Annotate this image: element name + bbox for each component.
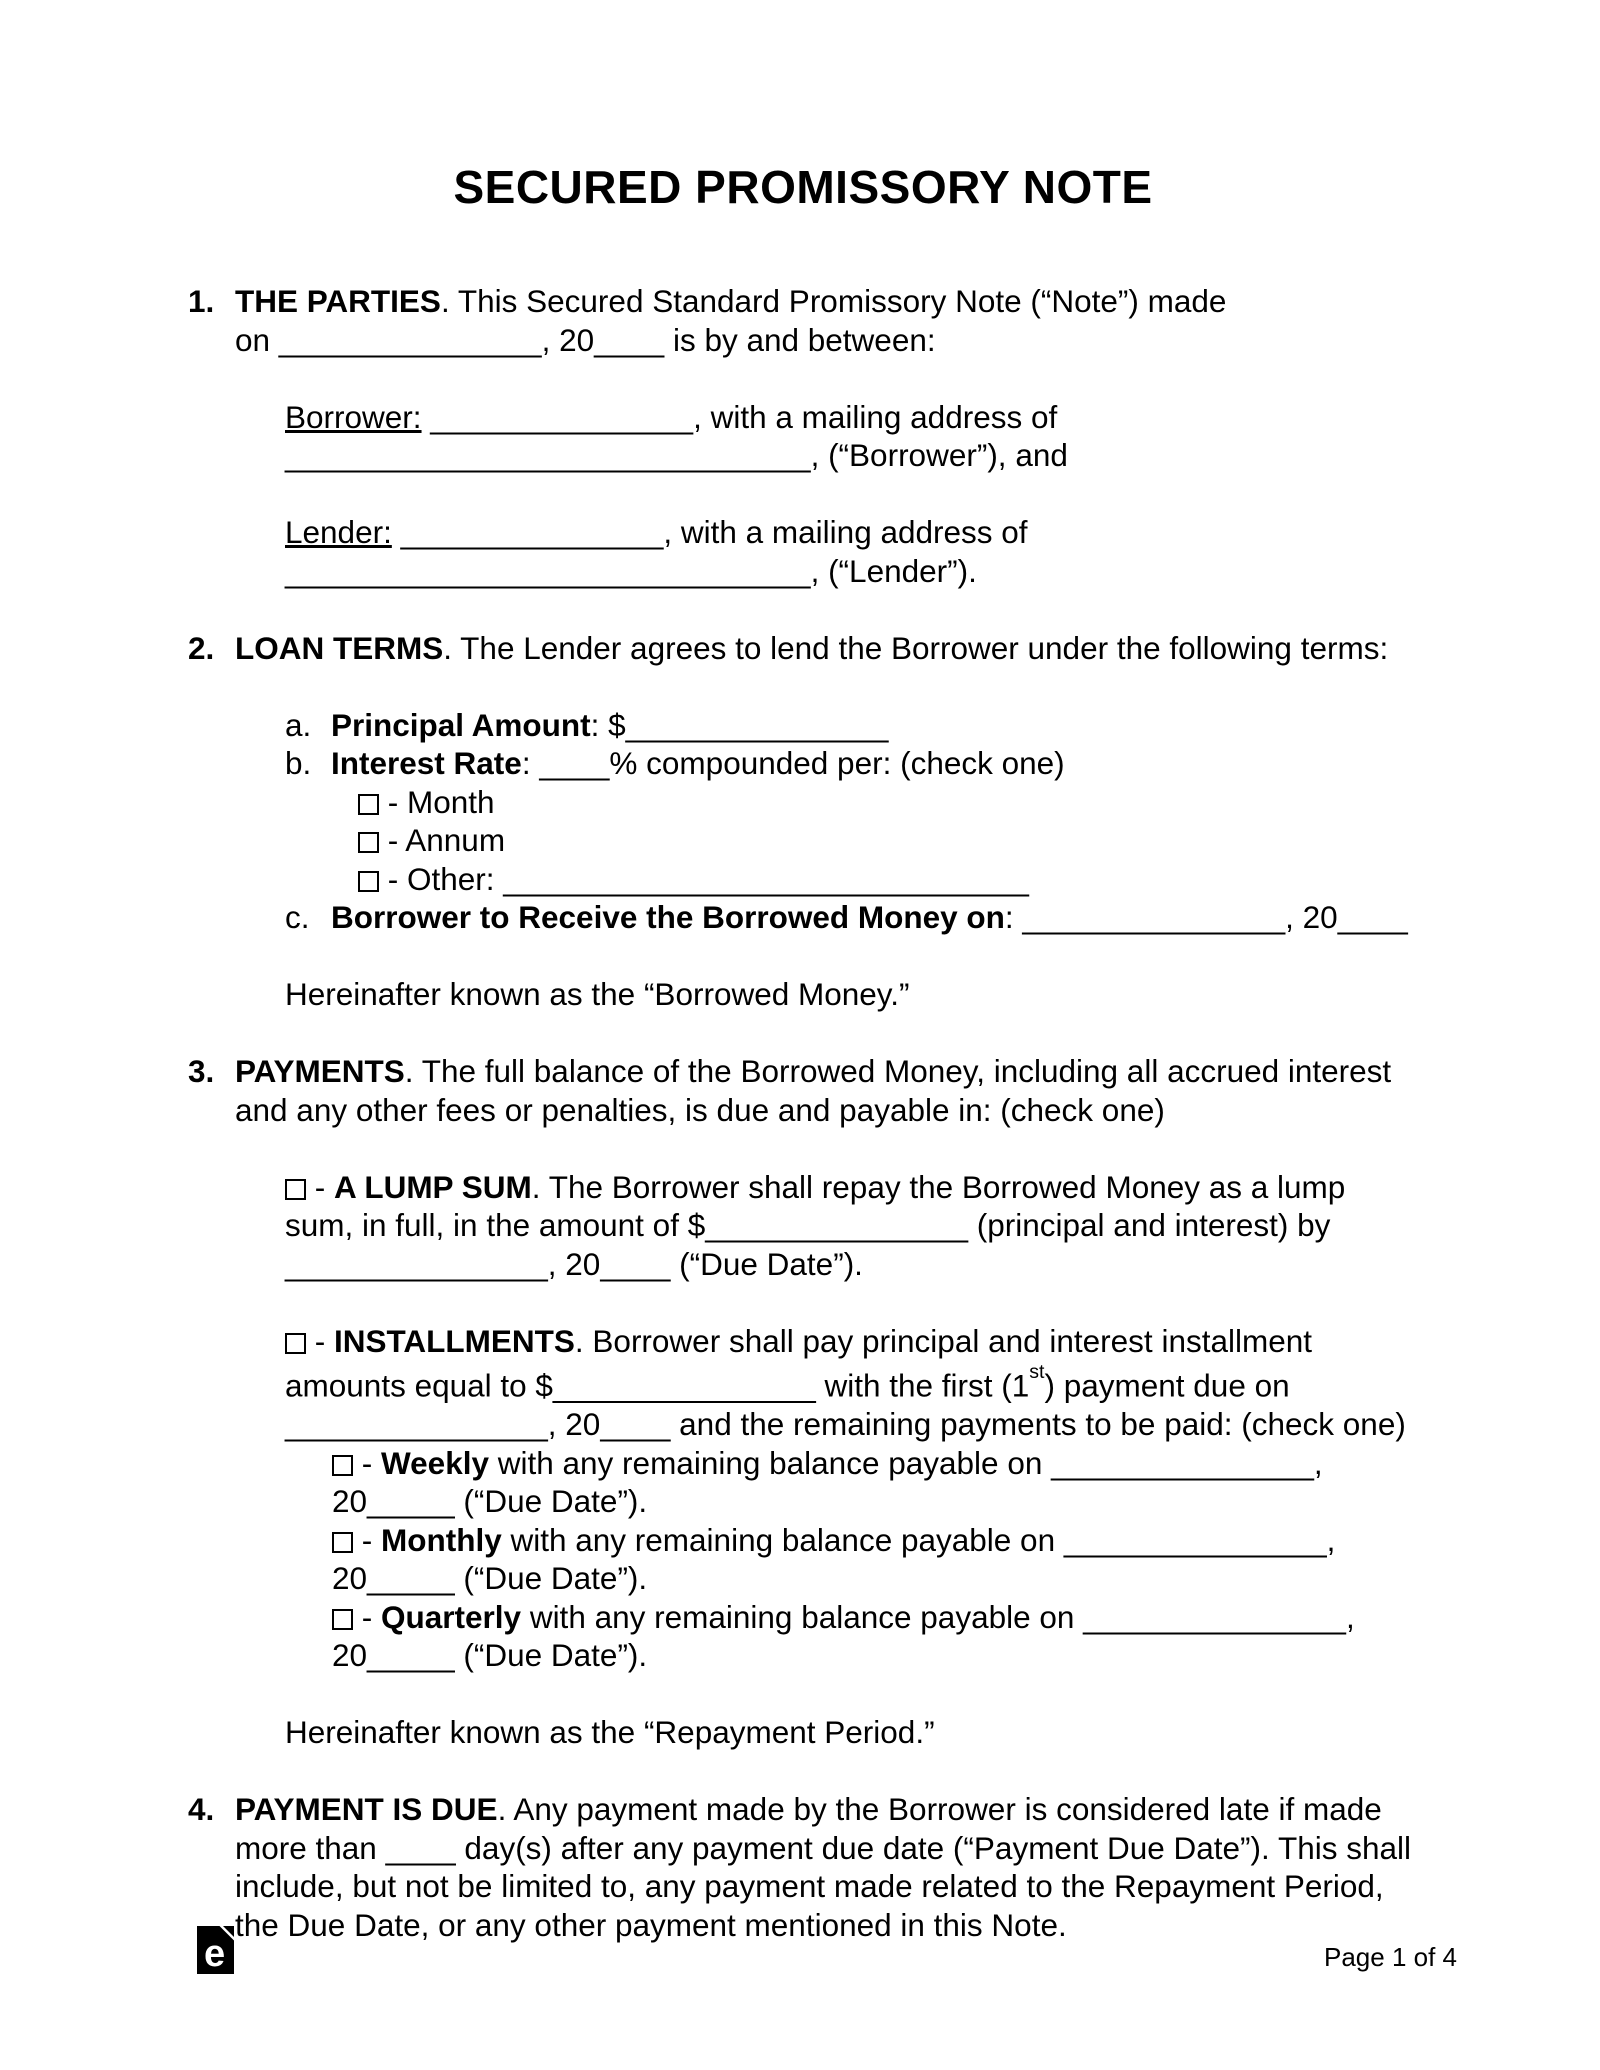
receive-money-line	[331, 898, 1418, 937]
receive-money-label: Borrower to Receive the Borrowed Money on	[331, 899, 1005, 935]
installments-line-2	[285, 1360, 1418, 1405]
option-other-label: - Other: ______________________________	[379, 860, 1029, 897]
installments-line-1-text: . Borrower shall pay principal and interest installment	[574, 1322, 1313, 1359]
quarterly-label: Quarterly	[381, 1598, 522, 1635]
checkbox-other[interactable]	[358, 871, 379, 892]
principal-amount-label: Principal Amount	[331, 706, 591, 743]
monthly-line-1	[332, 1521, 1418, 1560]
checkbox-monthly[interactable]	[332, 1532, 353, 1553]
lump-sum-dash: -	[306, 1168, 334, 1205]
interest-rate-line	[331, 744, 1418, 783]
checkbox-installments[interactable]	[285, 1333, 306, 1354]
lump-sum-line-3: _______________, 20____ (“Due Date”).	[285, 1245, 863, 1282]
parties-line-1	[235, 282, 1418, 321]
installments-label: INSTALLMENTS	[334, 1322, 575, 1359]
spacer	[235, 475, 1418, 514]
section-loan-terms	[188, 629, 1418, 1014]
lump-sum-label: A LUMP SUM	[334, 1168, 532, 1205]
eforms-logo-icon	[197, 1926, 234, 1974]
quarterly-line-2: 20_____ (“Due Date”).	[332, 1637, 648, 1673]
quarterly-option	[332, 1598, 1418, 1675]
weekly-option	[332, 1444, 1418, 1521]
monthly-option	[332, 1521, 1418, 1598]
monthly-dash: -	[353, 1521, 381, 1558]
document-content	[188, 160, 1418, 1944]
list-letter-b: b.	[285, 745, 312, 781]
section-3-heading: PAYMENTS	[235, 1053, 405, 1089]
interest-rate-label: Interest Rate	[331, 745, 522, 781]
borrower-address-blank: ______________________________, (“Borrower”), and	[285, 437, 1068, 473]
installments-line-3: _______________, 20____ and the remaining payments to be paid: (check one)	[285, 1406, 1406, 1442]
installments-line-1	[285, 1322, 1418, 1361]
lump-sum-line-1	[285, 1168, 1418, 1207]
weekly-line-1-text: with any remaining balance payable on _______________,	[489, 1444, 1323, 1481]
section-3-number: 3.	[188, 1053, 215, 1089]
payment-due-line-1-text: . Any payment made by the Borrower is considered late if made	[497, 1791, 1382, 1827]
installments-line-2-text: amounts equal to $_______________ with the first (1	[285, 1367, 1030, 1404]
payment-due-line-2: more than ____ day(s) after any payment due date (“Payment Due Date”). This shall	[235, 1829, 1412, 1866]
checkbox-month[interactable]	[358, 794, 379, 815]
lump-sum-paragraph	[285, 1168, 1418, 1284]
payment-due-line-1	[235, 1790, 1418, 1829]
payment-due-line-4: the Due Date, or any other payment mentioned in this Note.	[235, 1906, 1067, 1943]
installments-line-2-end: ) payment due on	[1044, 1367, 1290, 1404]
list-letter-a: a.	[285, 706, 312, 743]
list-letter-c: c.	[285, 899, 310, 935]
ordinal-superscript: st	[1029, 1360, 1045, 1383]
option-other	[358, 860, 1418, 899]
logo-letter: e	[204, 1933, 226, 1974]
monthly-line-2: 20_____ (“Due Date”).	[332, 1560, 648, 1596]
spacer	[235, 937, 1418, 976]
parties-line-1-text: . This Secured Standard Promissory Note (“Note”) made	[440, 283, 1227, 319]
weekly-line-2: 20_____ (“Due Date”).	[332, 1483, 648, 1519]
borrower-name-blank: _______________, with a mailing address of	[421, 398, 1058, 435]
lender-name-blank: _______________, with a mailing address of	[391, 514, 1028, 550]
quarterly-dash: -	[353, 1598, 381, 1635]
payment-due-line-3: include, but not be limited to, any payment made related to the Repayment Period,	[235, 1868, 1384, 1904]
lender-paragraph	[285, 513, 1418, 590]
payments-line-2: and any other fees or penalties, is due and payable in: (check one)	[235, 1091, 1165, 1128]
lender-line-1	[285, 513, 1418, 552]
spacer	[235, 1675, 1418, 1714]
section-payment-is-due	[188, 1790, 1418, 1944]
section-2-number: 2.	[188, 629, 215, 666]
borrower-paragraph	[285, 398, 1418, 475]
loan-terms-line-1-text: . The Lender agrees to lend the Borrower under the following terms:	[443, 629, 1389, 666]
quarterly-line-1	[332, 1598, 1418, 1637]
repayment-period-note: Hereinafter known as the “Repayment Period.”	[285, 1714, 935, 1750]
payments-line-1	[235, 1052, 1418, 1091]
spacer	[235, 667, 1418, 706]
list-item-b	[285, 744, 1418, 898]
lender-label: Lender:	[285, 514, 392, 550]
checkbox-lump-sum[interactable]	[285, 1179, 306, 1200]
document-title: SECURED PROMISSORY NOTE	[453, 161, 1153, 213]
option-annum-label: - Annum	[379, 822, 506, 858]
interest-rate-blank: : ____% compounded per: (check one)	[521, 745, 1065, 781]
principal-amount-line	[331, 706, 1418, 745]
spacer	[188, 1752, 1418, 1791]
checkbox-annum[interactable]	[358, 832, 379, 853]
receive-money-blank: : _______________, 20____	[1004, 899, 1408, 935]
option-annum	[358, 821, 1418, 860]
installments-paragraph	[285, 1322, 1418, 1444]
checkbox-quarterly[interactable]	[332, 1609, 353, 1630]
parties-line-2: on _______________, 20____ is by and between:	[235, 321, 936, 358]
quarterly-line-1-text: with any remaining balance payable on _______________,	[521, 1598, 1355, 1635]
list-item-c	[285, 898, 1418, 937]
lump-sum-line-2: sum, in full, in the amount of $_______________ (principal and interest) by	[285, 1207, 1331, 1243]
section-1-number: 1.	[188, 283, 215, 319]
loan-terms-line-1	[235, 629, 1418, 668]
spacer	[235, 1283, 1418, 1322]
principal-amount-blank: : $_______________	[590, 706, 889, 743]
borrower-label: Borrower:	[285, 398, 422, 435]
lump-sum-line-1-text: . The Borrower shall repay the Borrowed Money as a lump	[531, 1168, 1346, 1205]
spacer	[235, 1129, 1418, 1168]
checkbox-weekly[interactable]	[332, 1455, 353, 1476]
lender-address-blank: ______________________________, (“Lender”).	[285, 552, 977, 589]
monthly-line-1-text: with any remaining balance payable on _______________,	[501, 1521, 1336, 1558]
section-4-heading: PAYMENT IS DUE	[235, 1791, 498, 1827]
spacer	[188, 1014, 1418, 1053]
page-number: Page 1 of 4	[1324, 1942, 1457, 1972]
borrowed-money-note: Hereinafter known as the “Borrowed Money.”	[285, 976, 910, 1012]
weekly-dash: -	[353, 1444, 381, 1481]
weekly-line-1	[332, 1444, 1418, 1483]
section-2-heading: LOAN TERMS	[235, 629, 444, 666]
borrower-line-1	[285, 398, 1418, 437]
list-item-a	[285, 706, 1418, 745]
section-payments	[188, 1052, 1418, 1752]
payments-line-1-text: . The full balance of the Borrowed Money, including all accrued interest	[404, 1053, 1392, 1089]
option-month	[358, 783, 1418, 822]
weekly-label: Weekly	[381, 1444, 489, 1481]
section-1-heading: THE PARTIES	[235, 283, 441, 319]
spacer	[235, 359, 1418, 398]
option-month-label: - Month	[379, 783, 495, 820]
installments-dash: -	[306, 1322, 334, 1359]
spacer	[188, 590, 1418, 629]
section-4-number: 4.	[188, 1791, 215, 1827]
monthly-label: Monthly	[381, 1521, 502, 1558]
section-parties	[188, 282, 1418, 590]
